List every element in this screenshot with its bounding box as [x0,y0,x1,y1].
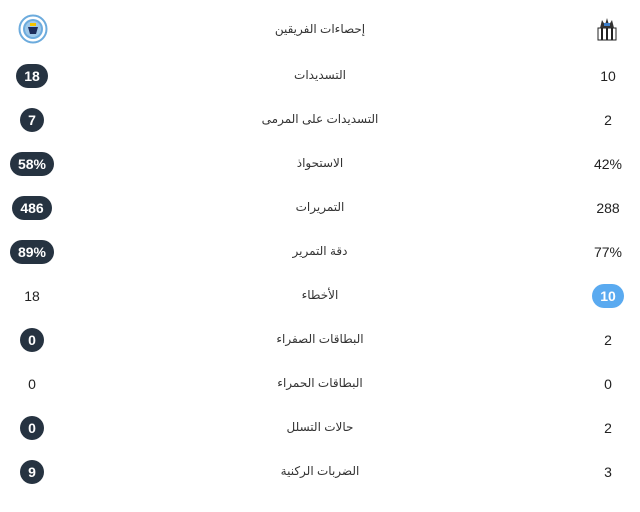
left-team-value [8,152,56,176]
left-team-value [8,196,56,220]
right-team-value [584,416,632,440]
right-team-value-text: 2 [604,420,612,436]
left-team-value-text: 89% [10,240,54,264]
left-team-value-text: 0 [20,328,44,352]
stat-row [0,230,640,274]
right-team-value [584,108,632,132]
right-team-value-text: 2 [604,332,612,348]
right-team-value [584,372,632,396]
stat-row [0,318,640,362]
left-team-value-text: 486 [12,196,51,220]
left-team-value [8,328,56,352]
left-team-value [8,240,56,264]
stats-list [0,54,640,494]
left-team-value-text: 0 [28,376,36,392]
right-team-value-text: 288 [596,200,620,216]
stat-label: البطاقات الحمراء [277,376,363,390]
right-team-value [584,64,632,88]
stat-row [0,186,640,230]
stat-label: البطاقات الصفراء [276,332,364,346]
right-team-value [584,284,632,308]
stat-row [0,274,640,318]
stats-header [0,0,640,60]
stat-label: التسديدات [294,68,346,82]
right-team-value [584,152,632,176]
stat-row [0,142,640,186]
left-team-value [8,372,56,396]
right-team-value-text: 10 [600,68,616,84]
left-team-value [8,64,56,88]
stat-row [0,98,640,142]
right-team-value [584,196,632,220]
right-team-value-text: 3 [604,464,612,480]
stat-row [0,406,640,450]
right-team-value-text: 2 [604,112,612,128]
left-team-value [8,460,56,484]
stat-label: دقة التمرير [292,244,348,258]
stat-label: التمريرات [295,200,345,214]
left-team-value [8,284,56,308]
left-team-value-text: 7 [20,108,44,132]
stat-row [0,362,640,406]
left-team-value-text: 0 [20,416,44,440]
stat-label: التسديدات على المرمى [261,112,379,126]
stat-label: الاستحواذ [296,156,344,170]
right-team-value-text: 10 [592,284,624,308]
left-team-value-text: 58% [10,152,54,176]
right-team-value-text: 77% [593,244,623,260]
right-team-value [584,240,632,264]
page-title: إحصاءات الفريقين [274,22,366,36]
stat-row [0,54,640,98]
stat-label: حالات التسلل [286,420,354,434]
left-team-value-text: 9 [20,460,44,484]
stat-label: الأخطاء [301,288,339,302]
right-team-value-text: 0 [604,376,612,392]
stat-label: الضربات الركنية [280,464,360,478]
left-team-value [8,108,56,132]
left-team-value-text: 18 [16,64,48,88]
right-team-value [584,460,632,484]
left-team-value-text: 18 [24,288,40,304]
left-team-value [8,416,56,440]
right-team-value-text: 42% [593,156,623,172]
stat-row [0,450,640,494]
newcastle-crest-icon [592,14,622,44]
right-team-value [584,328,632,352]
